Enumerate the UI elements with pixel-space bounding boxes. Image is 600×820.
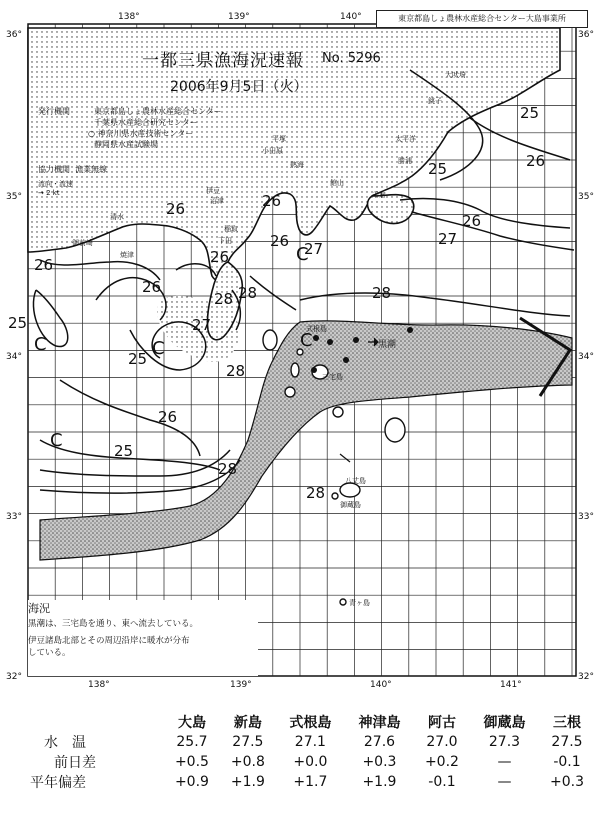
place-label: 御前崎 [72,239,93,247]
place-label: 下田 [218,237,232,245]
table-cell: +0.0 [293,754,328,770]
lat-tick: 35° [6,192,22,202]
column-header: 御蔵島 [483,715,526,731]
isotherm-label: 26 [158,408,178,426]
current-scale [38,180,73,198]
table-cell: 25.7 [176,734,208,750]
issuer-line: ○ 神奈川県水産技術センター [88,129,194,138]
scale-value: → 2 kt [38,189,60,197]
column-header: 三根 [553,715,581,731]
island-niijima [291,363,299,377]
report-date: 2006年9月5日（火） [170,79,308,95]
lat-tick: 32° [6,672,22,682]
isotherm-label: 26 [270,232,290,250]
place-label: 千倉 [372,191,386,199]
isotherm-label: 26 [142,278,162,296]
lat-tick: 32° [578,672,594,682]
table-cell: +0.8 [230,754,265,770]
table-cell: +1.7 [293,774,328,790]
island-kozu [285,387,295,397]
island-mikura [333,407,343,417]
place-label: 焼津 [120,251,134,259]
cold-water-mark: C [50,430,63,451]
cold-water-mark: C [152,338,165,359]
place-label: 館山 [330,179,344,187]
isotherm-label: 25 [8,314,28,332]
table-header-row [10,712,595,732]
scale-label: 流向・流速 [38,180,73,188]
lat-tick: 34° [578,352,594,362]
place-label: 沼津 [210,197,224,205]
place-label: 青ヶ島 [349,599,370,607]
place-label: 大吠埼 [445,71,466,79]
place-label: 銚子 [428,97,442,105]
isotherm-label: 25 [128,350,148,368]
cold-water-mark: C [300,330,313,351]
isotherm-label: 28 [226,362,246,380]
table-cell: +0.3 [362,754,397,770]
cold-water-mark: C [296,244,309,265]
coop-block [38,164,107,175]
lat-tick: 36° [578,30,594,40]
lon-tick: 140° [340,12,362,22]
sea-condition-report [28,600,258,676]
issuer-label: 発行機関 [38,107,70,116]
isotherm-label: 27 [192,316,212,334]
isotherm-label: 27 [438,230,458,248]
table-cell: 27.5 [551,734,583,750]
table-cell: 27.1 [294,734,326,750]
place-label: 稲取 [224,225,238,233]
island-oshima [263,330,277,350]
place-label: 伊豆 [206,187,220,195]
isotherm-label: 28 [306,484,326,502]
table-cell: 27.0 [426,734,458,750]
place-label: 勝浦 [398,157,412,165]
place-label: 熱海 [290,161,304,169]
table-row [10,752,595,772]
lat-tick: 33° [578,512,594,522]
row-label: 平年偏差 [30,775,86,791]
place-label: 清水 [110,213,124,221]
place-label: 平塚 [272,135,286,143]
isotherm-label: 26 [210,248,230,266]
lon-tick: 139° [228,12,250,22]
place-label: 三宅島 [322,373,343,381]
isotherm-label: 25 [114,442,134,460]
column-header: 大島 [177,715,206,731]
sea-report-heading: 海況 [28,602,50,615]
place-label: 八丈島 [345,477,366,485]
place-label: 御蔵島 [340,501,361,509]
place-label: 太平洋 [395,135,416,143]
island-hachijo-kojima [332,493,338,499]
table-cell: +0.9 [174,774,209,790]
row-label: 前日差 [54,755,96,771]
sea-report-line: 黒潮は、三宅島を通り、東へ流去している。 [28,619,199,629]
isotherm-label: 26 [166,200,186,218]
table-cell: -0.1 [553,754,581,770]
place-label: 式根島 [306,325,327,333]
lat-tick: 36° [6,30,22,40]
island-east [385,418,405,442]
lon-tick: 138° [88,680,110,690]
lon-tick: 138° [118,12,140,22]
table-cell: +0.5 [174,754,209,770]
lat-tick: 35° [578,192,594,202]
lat-tick: 33° [6,512,22,522]
cold-water-mark: C [34,334,47,355]
table-cell: 27.5 [232,734,264,750]
table-cell: +0.3 [550,774,584,790]
coop-label: 協力機関 [38,165,70,174]
place-label: 小田原 [262,147,283,155]
table-cell: +1.9 [362,774,397,790]
isotherm-label: 28 [214,290,234,308]
table-cell: 27.6 [363,734,396,750]
isotherm-label: 25 [520,104,540,122]
row-label: 水 温 [44,735,86,751]
isotherm-label: 28 [238,284,258,302]
island-aogashima [340,599,346,605]
issuer-line: 静岡県水産試験場 [94,140,158,149]
table-cell: -0.1 [428,774,456,790]
table-cell: +1.9 [230,774,265,790]
lon-tick: 139° [230,680,252,690]
isotherm-label: 27 [304,240,324,258]
isotherm-label: 26 [462,212,482,230]
coop-value: 漁業無線 [75,165,108,174]
lon-tick: 141° [500,680,522,690]
sea-report-line: している。 [28,648,71,658]
isotherm-label: 28 [372,284,392,302]
water-temperature-table [10,712,595,792]
lon-tick: 140° [370,680,392,690]
column-header: 神津島 [358,715,401,731]
isotherm-label: 26 [34,256,54,274]
report-title: 一都三県漁海況速報 [142,51,304,71]
table-cell: +0.2 [424,754,459,770]
lat-tick: 34° [6,352,22,362]
table-cell: 27.3 [488,734,521,750]
sea-report-line: 伊豆諸島北部とその周辺沿岸に暖水が分布 [28,636,190,646]
table-row [10,732,595,752]
isotherm-label: 26 [526,152,546,170]
column-header: 式根島 [289,715,332,731]
credit-box: 東京都島しょ農林水産総合センター大島事業所 [376,10,588,28]
column-header: 阿古 [427,715,456,731]
table-row [10,772,595,792]
table-corner [10,712,164,732]
isotherm-label: 26 [262,192,282,210]
table-cell: — [497,754,512,770]
kuroshio-label: 黒潮 [378,340,397,350]
column-header: 新島 [233,715,262,731]
issuer-line: 東京都島しょ農林水産総合センター [94,107,222,116]
isotherm-label: 25 [428,160,448,178]
table-cell: — [497,774,512,790]
issue-number: No. 5296 [322,51,381,66]
issuer-line: 千葉県水産総合研究センター [94,118,198,127]
isotherm-label: 28 [218,460,238,478]
